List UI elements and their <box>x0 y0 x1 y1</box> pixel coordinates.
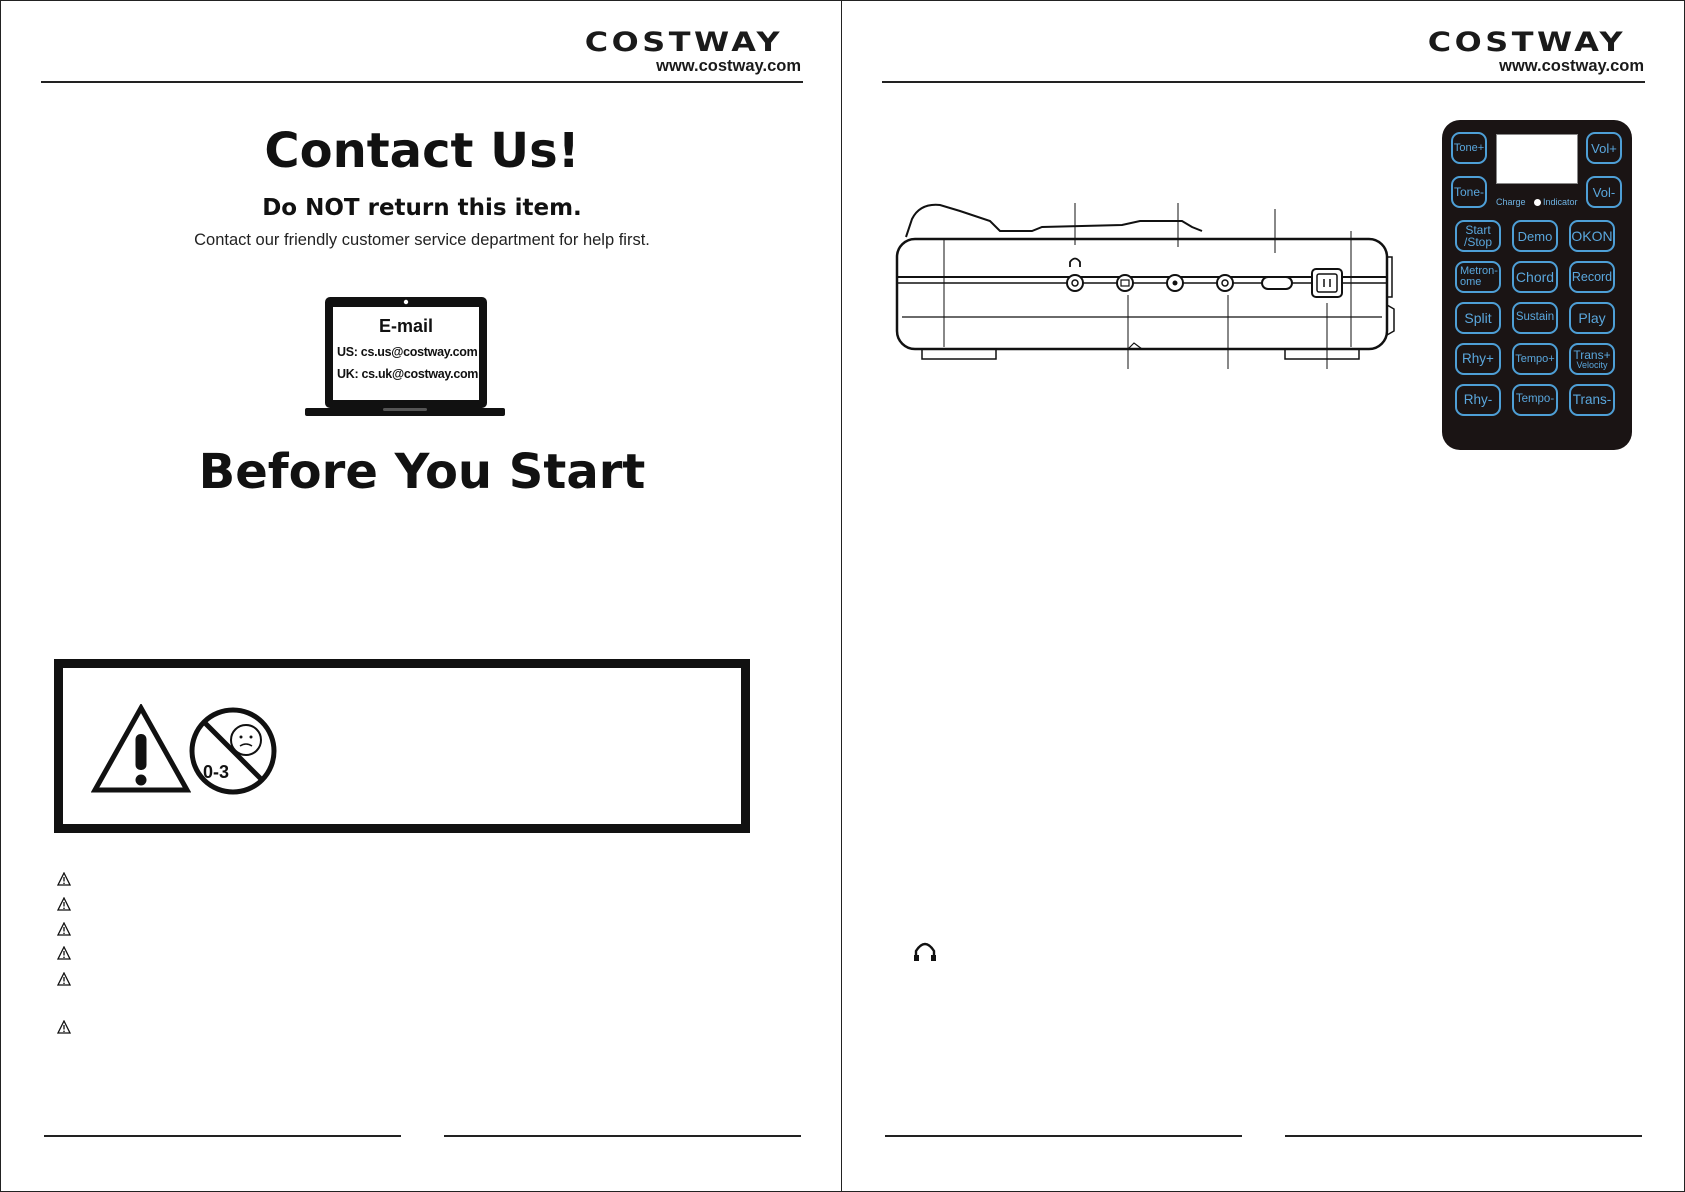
footer-rule-right <box>1285 1135 1642 1137</box>
trans-minus-button[interactable]: Trans- <box>1569 384 1615 416</box>
warning-bullet-icon <box>57 897 71 911</box>
trans-plus-label: Trans+ <box>1573 347 1611 362</box>
lcd-display <box>1496 134 1578 184</box>
brand-url: www.costway.com <box>656 57 801 75</box>
do-not-return-text: Do NOT return this item. <box>262 195 582 221</box>
brand-url: www.costway.com <box>1499 57 1644 75</box>
warning-bullet-icon <box>57 872 71 886</box>
metronome-label-2: ome <box>1460 276 1482 288</box>
email-us[interactable]: US: cs.us@costway.com <box>337 345 478 359</box>
charge-indicator-led <box>1534 199 1541 206</box>
metronome-button[interactable] <box>1455 261 1501 293</box>
headphone-icon <box>912 939 938 963</box>
age-label: 0-3 <box>203 762 230 782</box>
right-page <box>842 0 1685 1192</box>
vol-minus-button[interactable]: Vol- <box>1586 176 1622 208</box>
header-rule <box>882 81 1645 83</box>
indicator-label: Indicator <box>1543 197 1578 207</box>
split-button[interactable]: Split <box>1455 302 1501 334</box>
warning-bullet-icon <box>57 922 71 936</box>
tempo-plus-button[interactable]: Tempo+ <box>1512 343 1558 375</box>
velocity-label: Velocity <box>1576 359 1608 370</box>
header-rule <box>41 81 803 83</box>
laptop-email-card <box>301 295 509 423</box>
chord-button[interactable]: Chord <box>1512 261 1558 293</box>
start-stop-label-1: Start <box>1465 223 1491 237</box>
left-page <box>0 0 842 1192</box>
start-stop-label-2: /Stop <box>1463 235 1493 249</box>
play-button[interactable]: Play <box>1569 302 1615 334</box>
email-heading: E-mail <box>378 316 434 336</box>
rhy-minus-button[interactable]: Rhy- <box>1455 384 1501 416</box>
warning-triangle-icon <box>91 704 191 794</box>
rhy-plus-button[interactable]: Rhy+ <box>1455 343 1501 375</box>
warning-bullet-icon <box>57 1020 71 1034</box>
tempo-minus-button[interactable]: Tempo- <box>1512 384 1558 416</box>
contact-tagline: Contact our friendly customer service department for help first. <box>194 231 650 249</box>
footer-rule-left <box>44 1135 401 1137</box>
okon-button[interactable]: OKON <box>1569 220 1615 252</box>
warning-bullet-icon <box>57 972 71 986</box>
contact-title: Contact Us! <box>264 123 580 179</box>
warning-bullet-icon <box>57 946 71 960</box>
footer-rule-left <box>885 1135 1242 1137</box>
tone-minus-button[interactable]: Tone- <box>1451 176 1487 208</box>
charge-label: Charge <box>1496 197 1526 207</box>
sustain-button[interactable]: Sustain <box>1512 302 1558 334</box>
brand-logo: COSTWAY <box>584 27 783 58</box>
vol-plus-button[interactable]: Vol+ <box>1586 132 1622 164</box>
metronome-label-1: Metron- <box>1460 265 1498 277</box>
tone-plus-button[interactable]: Tone+ <box>1451 132 1487 164</box>
demo-button[interactable]: Demo <box>1512 220 1558 252</box>
start-stop-button[interactable] <box>1455 220 1501 252</box>
footer-rule-right <box>444 1135 801 1137</box>
choking-warning-box <box>54 659 750 833</box>
record-button[interactable]: Record <box>1569 261 1615 293</box>
no-children-under-3-icon <box>188 706 278 796</box>
email-uk[interactable]: UK: cs.uk@costway.com <box>337 367 479 381</box>
laptop-icon <box>301 295 509 423</box>
trans-plus-velocity-button[interactable] <box>1569 343 1615 375</box>
device-side-view-diagram <box>892 197 1452 377</box>
before-you-start-title: Before You Start <box>198 444 646 500</box>
brand-logo: COSTWAY <box>1427 27 1626 58</box>
keypad-panel <box>1442 120 1632 450</box>
